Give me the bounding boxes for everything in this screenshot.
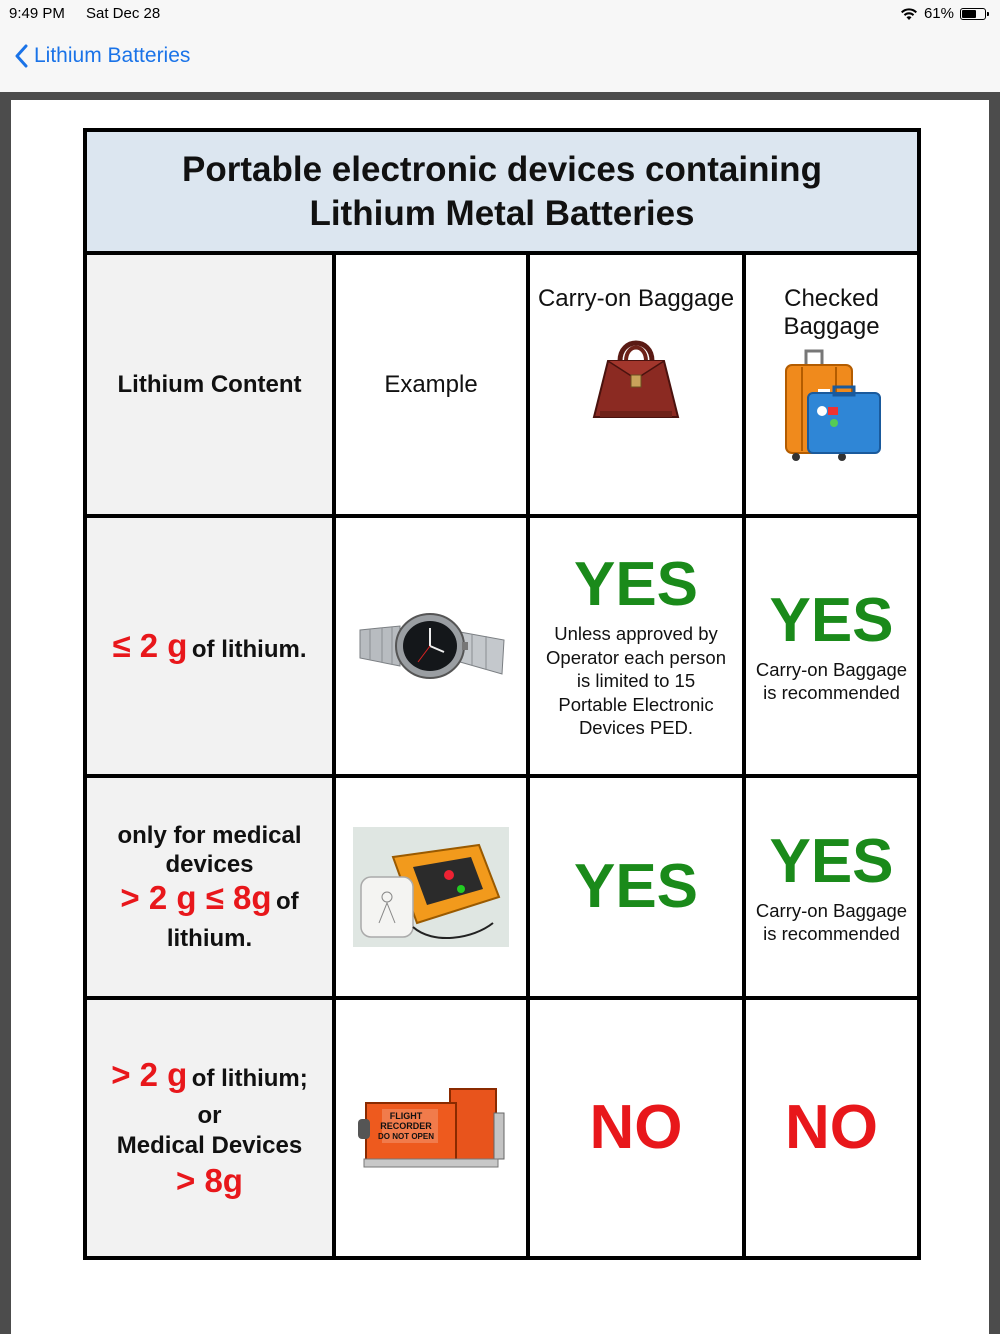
- flight-recorder-label: FLIGHT: [389, 1111, 423, 1121]
- header-lithium-content-label: Lithium Content: [117, 370, 302, 398]
- row3-content-amount: > 2 g: [111, 1055, 188, 1093]
- header-checked-line1: Checked: [784, 285, 879, 312]
- row3-checked: [746, 1000, 917, 1256]
- row2-content: [87, 778, 332, 996]
- flight-recorder-image: [354, 1083, 508, 1173]
- row2-example: [336, 778, 526, 996]
- row1-carry-on-note-line: is limited to 15: [576, 670, 696, 692]
- row3-content-amount2: > 8g: [176, 1161, 243, 1199]
- row1-carry-on-note-line: Portable Electronic: [558, 693, 714, 715]
- row3-content: [87, 1000, 332, 1256]
- row2-content-amount: > 2 g ≤ 8g: [120, 879, 272, 916]
- row1-carry-on-note-line: Operator each person: [546, 646, 726, 668]
- row1-carry-on-note-line: Devices PED.: [578, 717, 694, 739]
- back-label: Lithium Batteries: [34, 44, 191, 67]
- flight-recorder-label: DO NOT OPEN: [377, 1132, 435, 1141]
- back-button[interactable]: [14, 44, 190, 68]
- watch-image: [356, 596, 506, 696]
- suitcases-icon: [782, 349, 882, 464]
- flight-recorder-label: RECORDER: [380, 1121, 432, 1131]
- header-checked: [746, 255, 917, 514]
- row2-content-text: of: [275, 888, 299, 915]
- header-checked-line2: Baggage: [783, 313, 880, 340]
- row2-carry-on: [530, 778, 742, 996]
- table-title-line2: Lithium Metal Batteries: [309, 193, 695, 233]
- row2-carry-on-answer: YES: [573, 852, 699, 921]
- header-example-label: Example: [384, 370, 478, 398]
- battery-percent: 61%: [923, 5, 954, 22]
- status-bar: [0, 0, 1000, 28]
- status-time: 9:49 PM: [9, 5, 65, 22]
- row2-checked-answer: YES: [769, 826, 894, 896]
- row1-carry-on: [530, 518, 742, 774]
- header-example: [336, 255, 526, 514]
- row1-checked-note: [756, 658, 907, 705]
- row1-checked: [746, 518, 917, 774]
- row2-checked: [746, 778, 917, 996]
- battery-icon: [960, 8, 986, 20]
- navigation-bar: [0, 28, 1000, 92]
- row3-checked-answer: NO: [785, 1093, 878, 1162]
- row2-content-line1: only for medical: [117, 822, 302, 849]
- status-right: [900, 5, 986, 22]
- chevron-left-icon: [14, 44, 28, 68]
- row2-content-line4: lithium.: [166, 925, 253, 952]
- row1-content-text: of lithium.: [191, 636, 307, 663]
- row1-carry-on-note: [546, 622, 726, 740]
- row1-content-amount: ≤ 2 g: [112, 627, 188, 664]
- header-carry-on-label: Carry-on Baggage: [537, 285, 735, 312]
- header-carry-on: [530, 255, 742, 514]
- row2-checked-note: [756, 899, 907, 946]
- row3-carry-on-answer: NO: [589, 1093, 683, 1162]
- row1-checked-answer: YES: [769, 585, 894, 655]
- row1-checked-note-line: Carry-on Baggage: [755, 658, 908, 680]
- row3-content-or: or: [197, 1101, 222, 1129]
- row1-example: [336, 518, 526, 774]
- table-title: [87, 132, 917, 251]
- row3-example: [336, 1000, 526, 1256]
- row1-checked-note-line: is recommended: [763, 682, 900, 703]
- lithium-table: [83, 128, 921, 1260]
- handbag-icon: [586, 327, 686, 427]
- status-date: Sat Dec 28: [86, 5, 161, 22]
- table-title-line1: Portable electronic devices containing: [182, 149, 822, 189]
- row3-content-line3: Medical Devices: [116, 1131, 303, 1159]
- row2-checked-note-line: Carry-on Baggage: [755, 899, 908, 921]
- row1-carry-on-note-line: Unless approved by: [554, 623, 718, 645]
- row1-content: [87, 518, 332, 774]
- header-lithium-content: [87, 255, 332, 514]
- wifi-icon: [900, 7, 918, 21]
- defibrillator-image: [353, 827, 509, 947]
- row3-carry-on: [530, 1000, 742, 1256]
- row3-content-text: of lithium;: [191, 1064, 308, 1092]
- row2-checked-note-line: is recommended: [763, 923, 900, 944]
- row2-content-line2: devices: [165, 851, 254, 878]
- row1-carry-on-answer: YES: [573, 550, 699, 620]
